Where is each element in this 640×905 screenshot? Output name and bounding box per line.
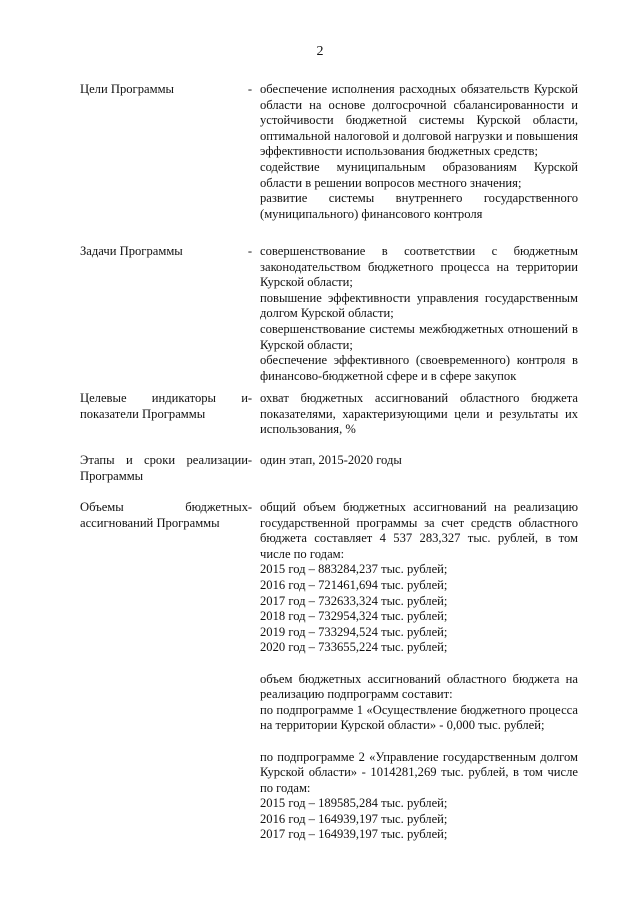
section-dash: - (247, 500, 253, 514)
content-paragraph: один этап, 2015-2020 годы (260, 453, 402, 467)
section-content-budget (260, 500, 578, 843)
section-label-indicators: Целевые индикаторы и показатели Программы (80, 391, 248, 421)
section-dash: - (247, 391, 253, 405)
section-dash: - (247, 453, 253, 467)
year-amount: 2015 год – 883284,237 тыс. рублей; (260, 562, 448, 577)
content-paragraph: объем бюджетных ассигнований областного бюджета на реализацию подпрограмм составит: (260, 671, 578, 702)
content-paragraph: развитие системы внутреннего государственного (муниципального) финансового контроля (260, 191, 578, 221)
section-dash: - (247, 82, 253, 96)
year-amount: 2016 год – 164939,197 тыс. рублей; (260, 811, 448, 826)
content-paragraph: по подпрограмме 2 «Управление государственным долгом Курской области» - 1014281,269 тыс. рублей, в том числе по годам: (260, 749, 578, 795)
year-amount: 2017 год – 732633,324 тыс. рублей; (260, 593, 448, 608)
content-paragraph: повышение эффективности управления государственным долгом Курской области; (260, 290, 578, 321)
page-number: 2 (316, 44, 324, 59)
year-amount: 2015 год – 189585,284 тыс. рублей; (260, 796, 448, 811)
year-amount: 2017 год – 164939,197 тыс. рублей; (260, 827, 448, 842)
section-content-tasks (260, 244, 578, 384)
content-paragraph: совершенствование системы межбюджетных отношений в Курской области; (260, 321, 578, 352)
section-label-tasks: Задачи Программы (80, 244, 183, 258)
section-content-goals (260, 82, 578, 222)
content-paragraph: обеспечение исполнения расходных обязательств Курской области на основе долгосрочной сбалансированности и устойчивости бюджетной системы Курской области, оптимальной налоговой и долговой нагрузки и повышения эффективности использования бюджетных средств; (260, 82, 578, 159)
year-amount: 2016 год – 721461,694 тыс. рублей; (260, 577, 448, 592)
section-content-stages (260, 453, 578, 469)
content-paragraph: совершенствование в соответствии с бюджетным законодательством бюджетного процесса на территории Курской области; (260, 244, 578, 290)
year-amount: 2019 год – 733294,524 тыс. рублей; (260, 624, 448, 639)
content-paragraph: по подпрограмме 1 «Осуществление бюджетного процесса на территории Курской области» - 0,000 тыс. рублей; (260, 702, 578, 733)
content-paragraph: содействие муниципальным образованиям Курской области в решении вопросов местного значения; (260, 159, 578, 190)
year-amount: 2020 год – 733655,224 тыс. рублей; (260, 640, 448, 655)
content-paragraph: охват бюджетных ассигнований областного бюджета показателями, характеризующими цели и результаты их использования, % (260, 391, 578, 437)
section-label-stages: Этапы и сроки реализации Программы (80, 453, 248, 483)
content-paragraph: обеспечение эффективного (своевременного) контроля в финансово-бюджетной сфере и в сфере закупок (260, 353, 578, 383)
content-paragraph: общий объем бюджетных ассигнований на реализацию государственной программы за счет средств областного бюджета составляет 4 537 283,327 тыс. рублей, в том числе по годам: (260, 500, 578, 561)
section-label-budget: Объемы бюджетных ассигнований Программы (80, 500, 248, 530)
section-content-indicators (260, 391, 578, 438)
year-amount: 2018 год – 732954,324 тыс. рублей; (260, 609, 448, 624)
section-label-goals: Цели Программы (80, 82, 174, 96)
section-dash: - (247, 244, 253, 258)
